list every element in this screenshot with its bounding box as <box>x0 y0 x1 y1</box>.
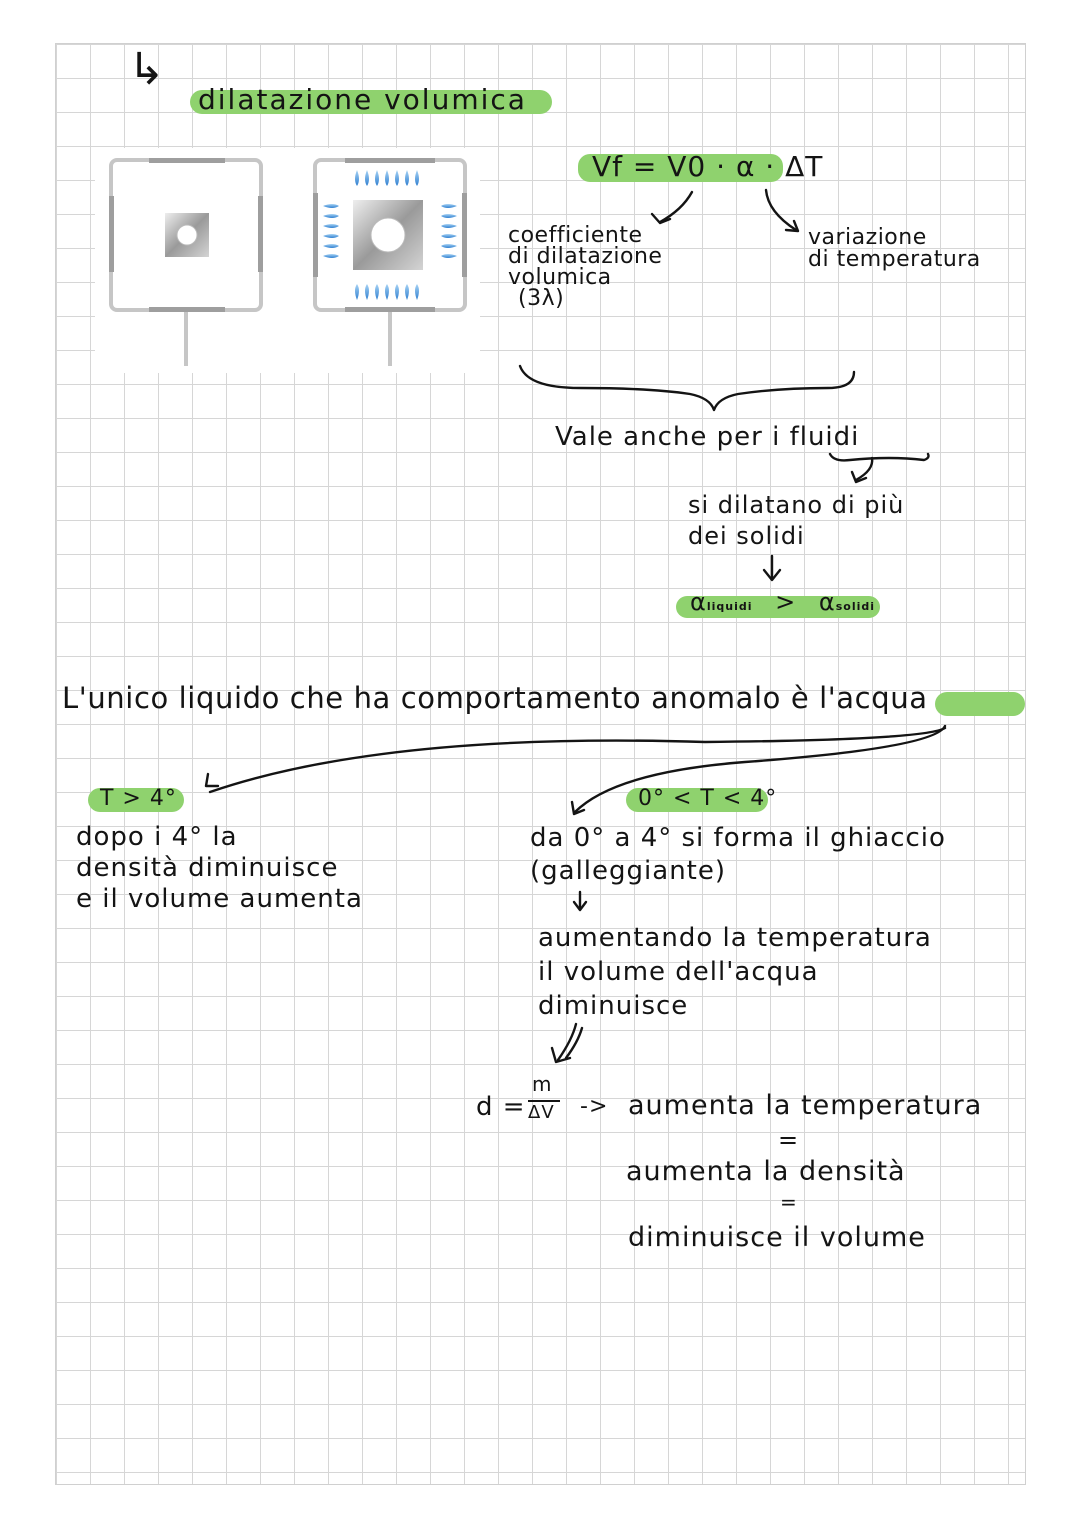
case-low-line: da 0° a 4° si forma il ghiaccio <box>530 823 946 853</box>
delta-t-line: variazione <box>808 225 927 250</box>
density-equals-1: = <box>778 1126 800 1154</box>
density-numerator: m <box>532 1072 553 1096</box>
fluids-expand-line: si dilatano di più <box>688 491 905 519</box>
brace-icon <box>520 366 854 410</box>
formula-main: Vf = V0 · α · ΔT <box>592 150 824 183</box>
density-chain-1: aumenta la temperatura <box>628 1090 983 1121</box>
coefficient-line: (3λ) <box>518 285 565 311</box>
fluids-note: Vale anche per i fluidi <box>555 422 860 452</box>
greater-than-sign: > <box>775 588 797 616</box>
case-low-after-line: diminuisce <box>538 990 689 1021</box>
delta-t-line: di temperatura <box>808 247 981 272</box>
density-denominator: ΔV <box>528 1102 555 1123</box>
case-high-label: T > 4° <box>100 786 177 811</box>
alpha-symbol: α <box>818 588 836 616</box>
coefficient-line: volumica <box>508 264 612 290</box>
curved-arrow-icon <box>766 190 796 230</box>
case-high-line: dopo i 4° la <box>76 822 238 852</box>
density-chain-2: aumenta la densità <box>626 1156 906 1187</box>
curved-arrow-icon <box>660 192 692 222</box>
case-high-line: e il volume aumenta <box>76 884 363 915</box>
coefficient-line: coefficiente <box>508 223 643 248</box>
alpha-symbol: α <box>690 588 707 616</box>
curved-arrow-icon <box>210 728 945 792</box>
corner-arrow-icon: ↳ <box>128 44 166 95</box>
case-low-after-line: aumentando la temperatura <box>538 923 932 953</box>
coefficient-line: di dilatazione <box>508 243 663 269</box>
alpha-subscript-solidi: solidi <box>835 600 876 613</box>
density-arrow: -> <box>580 1094 609 1119</box>
case-low-line: (galleggiante) <box>530 855 726 886</box>
curved-arrow-icon <box>575 726 945 812</box>
curved-arrow-icon <box>856 458 872 480</box>
density-chain-3: diminuisce il volume <box>628 1222 926 1253</box>
curved-arrow-icon <box>558 1024 576 1060</box>
case-low-label: 0° < T < 4° <box>638 786 778 811</box>
case-high-line: densità diminuisce <box>76 853 339 884</box>
density-lhs: d = <box>476 1092 526 1122</box>
fluids-expand-line: dei solidi <box>688 522 805 551</box>
density-equals-2: = <box>780 1190 798 1214</box>
water-statement: L'unico liquido che ha comportamento anomalo è l'acqua <box>62 681 928 715</box>
heading-title: dilatazione volumica <box>198 83 527 116</box>
case-low-after-line: il volume dell'acqua <box>538 956 819 987</box>
alpha-subscript-liquidi: liquidi <box>706 600 753 613</box>
